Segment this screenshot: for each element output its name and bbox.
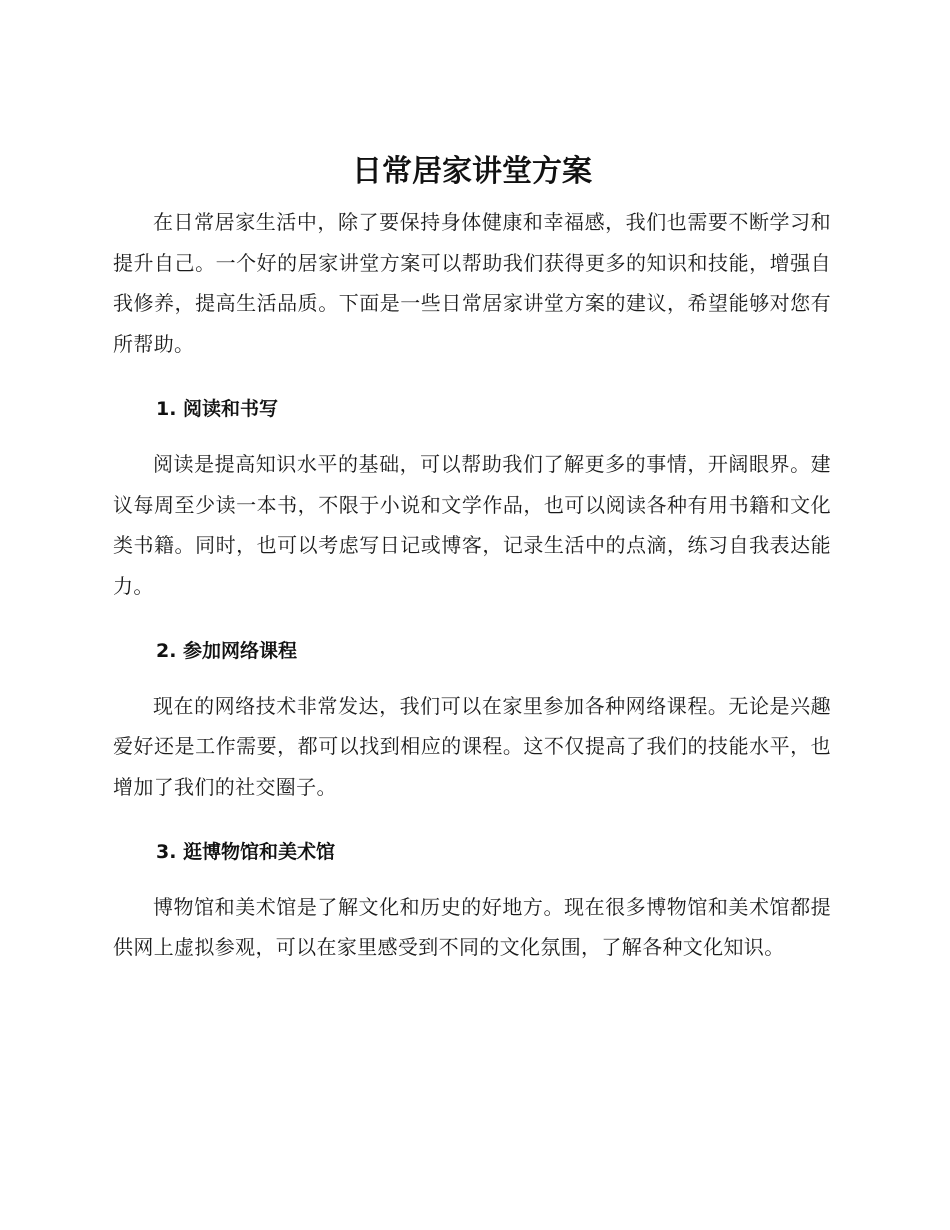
document-body [113, 148, 831, 968]
section-heading-reading: 1. 阅读和书写 [156, 397, 279, 420]
document-title: 日常居家讲堂方案 [352, 154, 592, 189]
intro-paragraph: 在日常居家生活中，除了要保持身体健康和幸福感，我们也需要不断学习和提升自己。一个好的居家讲堂方案可以帮助我们获得更多的知识和技能，增强自我修养，提高生活品质。下面是一些日常居家讲堂方案的建议，希望能够对您有所帮助。 [113, 210, 831, 357]
section-heading-online-courses: 2. 参加网络课程 [156, 639, 298, 662]
section-body-reading: 阅读是提高知识水平的基础，可以帮助我们了解更多的事情，开阔眼界。建议每周至少读一本书，不限于小说和文学作品，也可以阅读各种有用书籍和文化类书籍。同时，也可以考虑写日记或博客，记录生活中的点滴，练习自我表达能力。 [113, 451, 831, 598]
section-body-museums: 博物馆和美术馆是了解文化和历史的好地方。现在很多博物馆和美术馆都提供网上虚拟参观，可以在家里感受到不同的文化氛围，了解各种文化知识。 [113, 894, 831, 960]
section-heading-museums: 3. 逛博物馆和美术馆 [156, 840, 336, 863]
section-body-online-courses: 现在的网络技术非常发达，我们可以在家里参加各种网络课程。无论是兴趣爱好还是工作需要，都可以找到相应的课程。这不仅提高了我们的技能水平，也增加了我们的社交圈子。 [113, 693, 831, 800]
